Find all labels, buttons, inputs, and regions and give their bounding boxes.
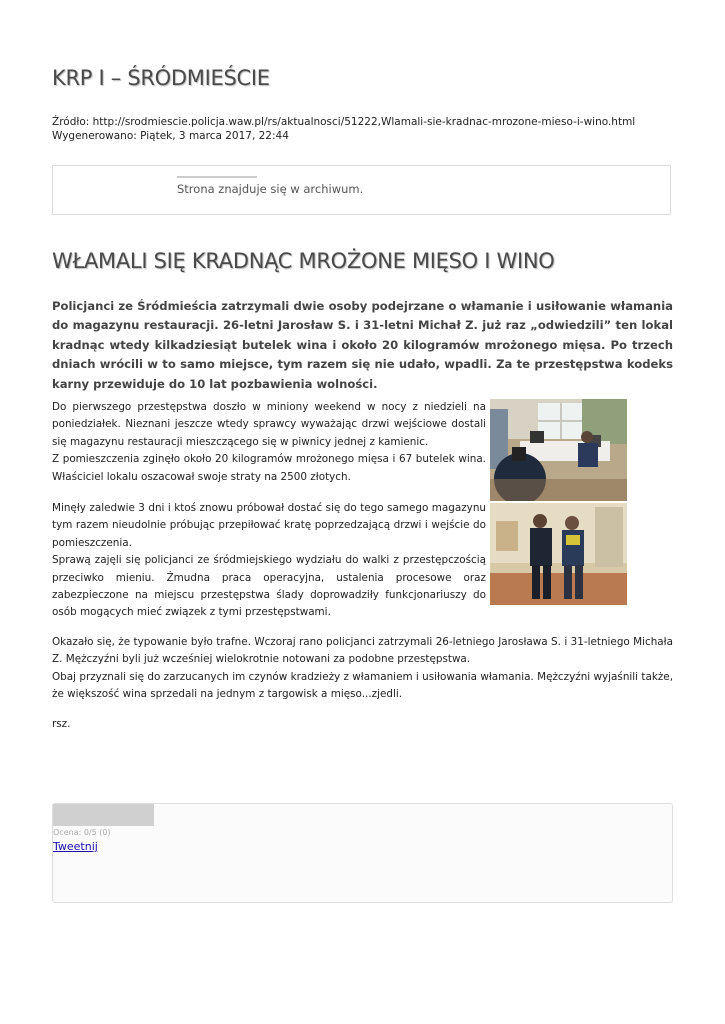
photo-arrest — [490, 503, 627, 605]
article-paragraph-1 — [52, 399, 486, 486]
article-title: WŁAMALI SIĘ KRADNĄC MROŻONE MIĘSO I WINO — [52, 249, 555, 273]
document-meta — [52, 115, 635, 143]
site-title: KRP I – ŚRÓDMIEŚCIE — [52, 66, 270, 90]
archive-notice-text: Strona znajduje się w archiwum. — [177, 182, 364, 196]
paragraph-text: Do pierwszego przestępstwa doszło w miniony weekend w nocy z niedzieli na poniedziałek. Nieznani jeszcze wtedy sprawcy wyważając drzwi wejściowe dostali się magazynu restauracji mieszczącego się w piwnicy jednej z kamienic. — [52, 401, 486, 448]
article-signature: rsz. — [52, 718, 71, 730]
paragraph-text: Minęły zaledwie 3 dni i ktoś znowu próbował dostać się do tego samego magazynu tym razem nieudolnie próbując przepiłować kratę poprzedzającą drzwi i wejście do pomieszczenia. — [52, 502, 486, 549]
paragraph-text: Obaj przyznali się do zarzucanych im czynów kradzieży z włamaniem i usiłowania włamania. Mężczyźni wyjaśnili także, że większość wina sprzedali na jednym z targowisk a mięso...zjedli. — [52, 670, 673, 701]
tweet-link[interactable]: Tweetnij — [53, 840, 98, 853]
rating-stars[interactable] — [53, 804, 154, 826]
generated-line: Wygenerowano: Piątek, 3 marca 2017, 22:44 — [52, 130, 289, 142]
paragraph-text: Sprawą zajęli się policjanci ze śródmiejskiego wydziału do walki z przestępczością przeciwko mieniu. Żmudna praca operacyjna, ustalenia procesowe oraz zabezpieczone na miejscu przestępstwa ślady doprowadziły funkcjonariuszy do osób mogących mieć związek z tymi przestępstwami. — [52, 554, 486, 619]
paragraph-text: Okazało się, że typowanie było trafne. Wczoraj rano policjanci zatrzymali 26-letniego Jarosława S. i 31-letniego Michała Z. Mężczyźni byli już wcześniej wielokrotnie notowani za podobne przestępstwa. — [52, 636, 673, 666]
article-lead: Policjanci ze Śródmieścia zatrzymali dwie osoby podejrzane o włamanie i usiłowanie włamania do magazynu restauracji. 26-letni Jarosław S. i 31-letni Michał Z. już raz „odwiedzili” ten lokal kradnąc wtedy kilkadziesiąt butelek wina i około 20 kilogramów mrożonego mięsa. Po trzech dniach wrócili w to samo miejsce, tym razem się nie udało, wpadli. Za te przestępstwa kodeks karny przewiduje do 10 lat pozbawienia wolności. — [52, 299, 673, 391]
article-paragraph-3 — [52, 634, 673, 704]
rating-box — [52, 803, 673, 903]
archive-notice-divider — [177, 176, 257, 178]
rating-label: Ocena: 0/5 (0) — [53, 828, 111, 837]
source-line: Źródło: http://srodmiescie.policja.waw.pl/rs/aktualnosci/51222,Wlamali-sie-kradnac-mrozone-mieso-i-wino.html — [52, 116, 636, 128]
archive-notice-box — [52, 165, 671, 215]
photo-office-interview — [490, 399, 627, 501]
article-paragraph-2 — [52, 500, 486, 622]
paragraph-text: Z pomieszczenia zginęło około 20 kilogramów mrożonego mięsa i 67 butelek wina. Właściciel lokalu oszacował swoje straty na 2500 złotych. — [52, 453, 486, 483]
